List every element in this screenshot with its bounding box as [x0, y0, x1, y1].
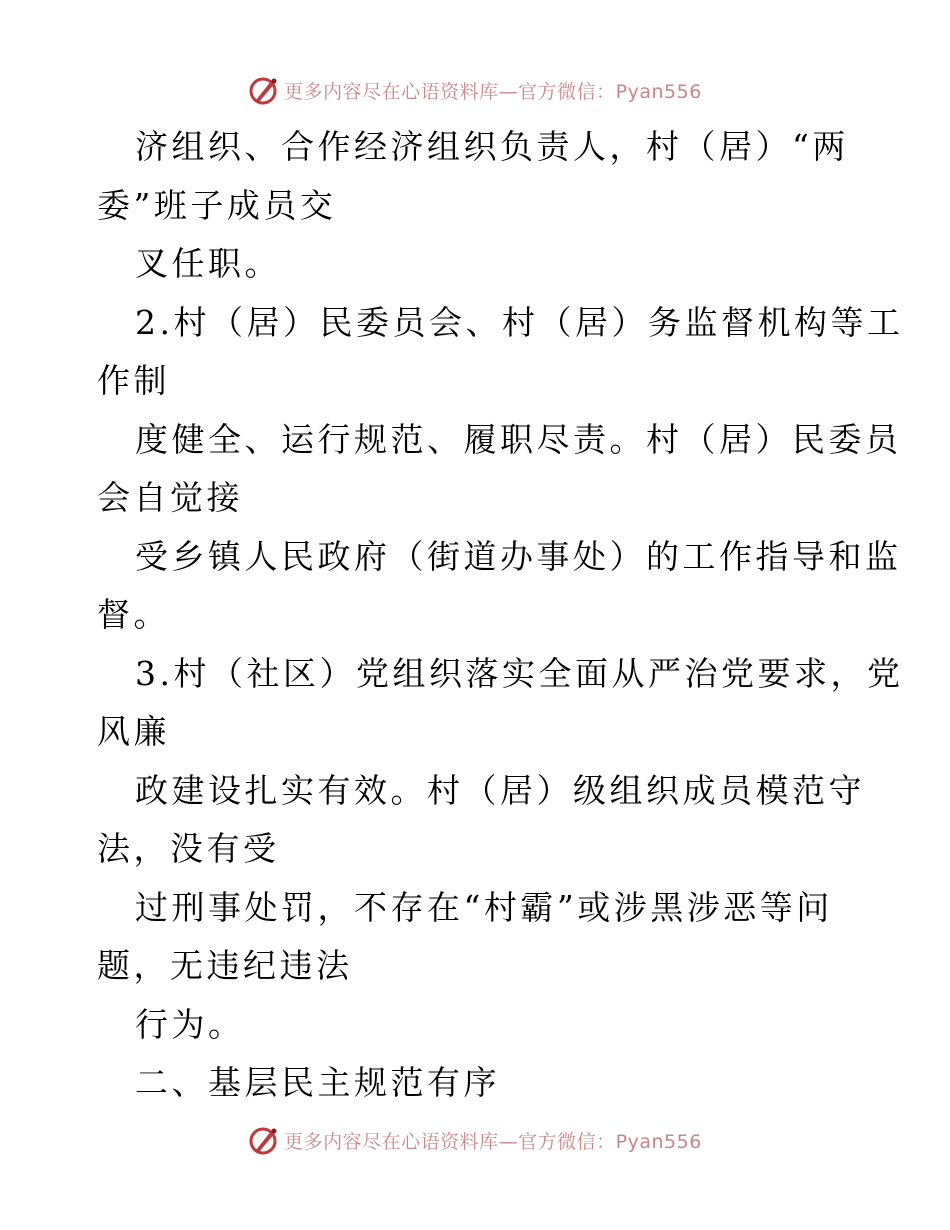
- paragraph-line: 督。: [97, 595, 170, 634]
- paragraph-line: 题，无违纪违法: [97, 946, 353, 985]
- paragraph-line: 过刑事处罚，不存在“村霸”或涉黑涉恶等问: [135, 887, 833, 927]
- watermark-text: 更多内容尽在心语资料库—官方微信：Pyan556: [284, 80, 702, 103]
- paragraph-line: 会自觉接: [97, 478, 243, 517]
- paragraph-line: 法，没有受: [97, 829, 280, 868]
- paragraph-line: 受乡镇人民政府（街道办事处）的工作指导和监: [135, 536, 902, 576]
- paragraph-line: 风廉: [97, 712, 170, 751]
- watermark-text: 更多内容尽在心语资料库—官方微信：Pyan556: [284, 1130, 702, 1153]
- pen-logo-icon: [248, 74, 280, 106]
- paragraph-line: 作制: [97, 361, 170, 400]
- header-watermark: [0, 70, 950, 110]
- paragraph-line: 2.村（居）民委员会、村（居）务监督机构等工: [135, 302, 904, 342]
- pen-logo-icon: [248, 1124, 280, 1156]
- paragraph-line: 委”班子成员交: [97, 185, 337, 225]
- paragraph-line: 政建设扎实有效。村（居）级组织成员模范守: [135, 770, 865, 810]
- footer-watermark: [0, 1120, 950, 1160]
- paragraph-line: 3.村（社区）党组织落实全面从严治党要求，党: [135, 653, 904, 693]
- paragraph-line: 度健全、运行规范、履职尽责。村（居）民委员: [135, 419, 902, 459]
- paragraph-line: 济组织、合作经济组织负责人，村（居）“两: [135, 127, 849, 166]
- paragraph-line: 叉任职。: [135, 244, 281, 283]
- paragraph-line: 行为。: [135, 1004, 245, 1044]
- document-body: [97, 118, 904, 1113]
- section-heading: 二、基层民主规范有序: [135, 1063, 500, 1102]
